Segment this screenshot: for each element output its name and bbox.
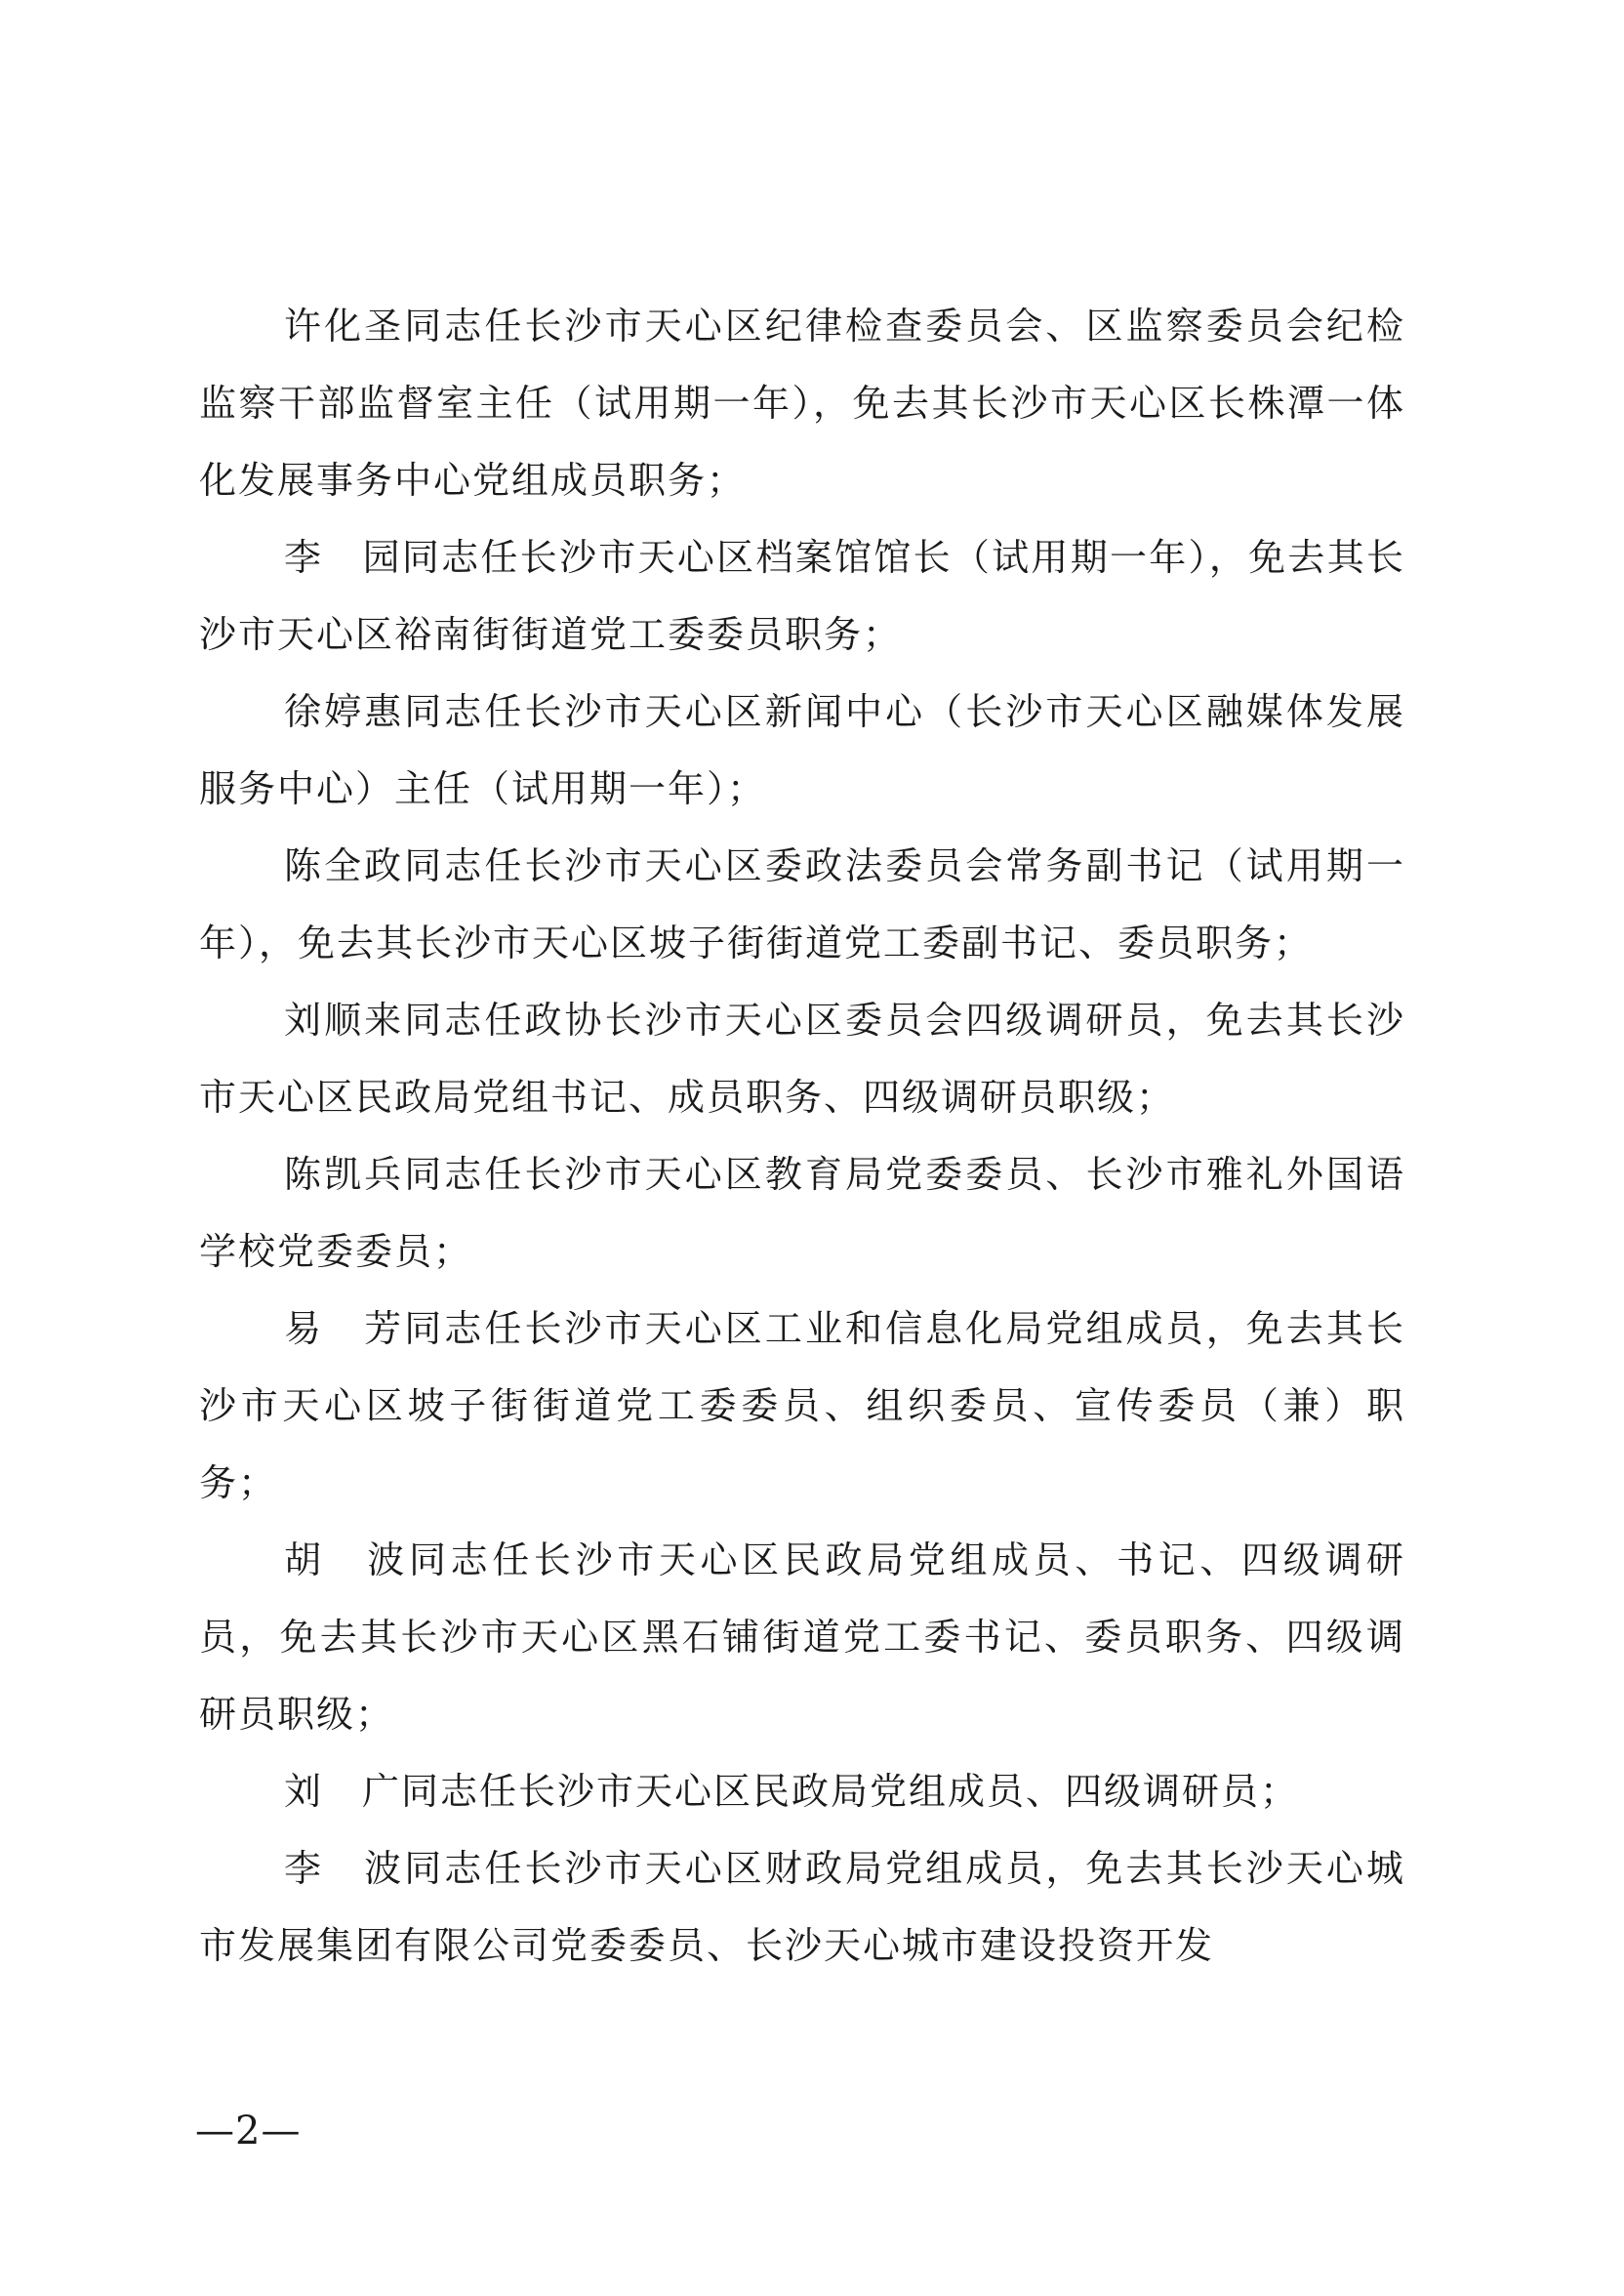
paragraph-10: 李 波同志任长沙市天心区财政局党组成员，免去其长沙天心城市发展集团有限公司党委委员、长沙天心城市建设投资开发 (199, 1847, 1405, 1967)
paragraph-3: 徐婷惠同志任长沙市天心区新闻中心（长沙市天心区融媒体发展服务中心）主任（试用期一年）； (199, 690, 1405, 810)
page-number: —2— (195, 2109, 302, 2153)
paragraph-8: 胡 波同志任长沙市天心区民政局党组成员、书记、四级调研员，免去其长沙市天心区黑石铺街道党工委书记、委员职务、四级调研员职级； (199, 1538, 1405, 1736)
paragraph-2: 李 园同志任长沙市天心区档案馆馆长（试用期一年），免去其长沙市天心区裕南街街道党工委委员职务； (199, 536, 1405, 656)
paragraph-5: 刘顺来同志任政协长沙市天心区委员会四级调研员，免去其长沙市天心区民政局党组书记、成员职务、四级调研员职级； (199, 999, 1405, 1119)
paragraph-9: 刘 广同志任长沙市天心区民政局党组成员、四级调研员； (284, 1770, 1300, 1813)
paragraph-6: 陈凯兵同志任长沙市天心区教育局党委委员、长沙市雅礼外国语学校党委委员； (199, 1153, 1405, 1273)
paragraph-4: 陈全政同志任长沙市天心区委政法委员会常务副书记（试用期一年），免去其长沙市天心区坡子街街道党工委副书记、委员职务； (199, 844, 1405, 964)
paragraph-7: 易 芳同志任长沙市天心区工业和信息化局党组成员，免去其长沙市天心区坡子街街道党工委委员、组织委员、宣传委员（兼）职务； (199, 1307, 1405, 1504)
paragraph-1: 许化圣同志任长沙市天心区纪律检查委员会、区监察委员会纪检监察干部监督室主任（试用期一年），免去其长沙市天心区长株潭一体化发展事务中心党组成员职务； (199, 305, 1405, 502)
document-body (199, 288, 1405, 1985)
